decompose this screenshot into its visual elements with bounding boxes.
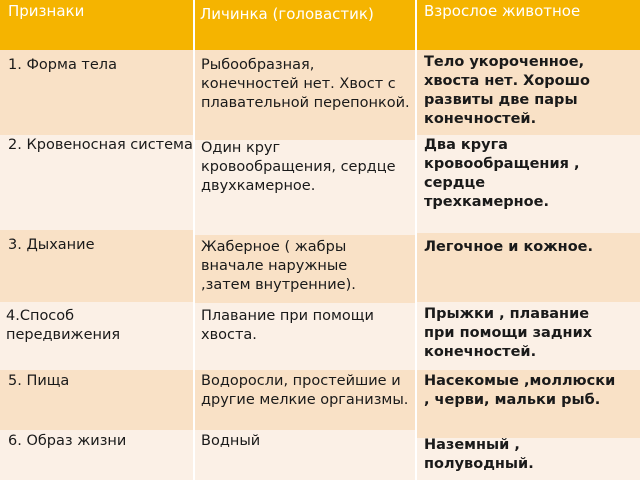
row-2-larva: Один круг кровообращения, сердце двухкамерное. (201, 140, 396, 194)
header-larva: Личинка (головастик) (200, 5, 374, 23)
header-features: Признаки (8, 2, 85, 20)
row-5-larva: Водоросли, простейшие и другие мелкие организмы. (201, 373, 409, 408)
table-row (0, 370, 195, 430)
table-row-adult-band (417, 438, 640, 480)
header-adult: Взрослое животное (424, 2, 581, 20)
row-3-larva: Жаберное ( жабры вначале наружные ,затем внутренние). (201, 239, 356, 293)
table-row-adult-band (417, 233, 640, 302)
row-1-larva: Рыбообразная, конечностей нет. Хвост с плавательной перепонкой. (201, 57, 410, 111)
table-row-larva-band (195, 370, 415, 430)
row-1-feature: 1. Форма тела (8, 57, 117, 73)
table-row-larva-band (195, 235, 415, 303)
table-row-adult-band (417, 135, 640, 233)
row-5-feature: 5. Пища (8, 373, 70, 389)
row-1-adult: Тело укороченное, хвоста нет. Хорошо развиты две пары конечностей. (424, 54, 590, 127)
row-3-feature: 3. Дыхание (8, 237, 95, 253)
row-5-adult: Насекомые ,моллюски , черви, мальки рыб. (424, 373, 616, 408)
row-3-adult: Легочное и кожное. (424, 239, 593, 255)
row-2-adult: Два круга кровообращения , сердце трехкамерное. (424, 137, 580, 210)
table-row-larva-band (195, 50, 415, 140)
column-divider (193, 0, 195, 480)
row-4-feature: 4.Способ передвижения (6, 308, 121, 343)
row-4-larva: Плавание при помощи хвоста. (201, 308, 374, 343)
table-row-larva-band (195, 303, 415, 370)
row-6-feature: 6. Образ жизни (8, 433, 127, 449)
table-row (0, 230, 195, 302)
row-4-adult: Прыжки , плавание при помощи задних конечностей. (424, 306, 593, 360)
row-6-larva: Водный (201, 433, 261, 449)
column-divider (415, 0, 417, 480)
table-row (0, 430, 195, 480)
table-row (0, 302, 195, 370)
table-row-larva-band (195, 430, 415, 480)
table-header-row (0, 0, 640, 50)
table-row-larva-band (195, 140, 415, 235)
table-row-adult-band (417, 50, 640, 135)
table-row-adult-band (417, 302, 640, 370)
table-row-adult-band (417, 370, 640, 438)
row-2-feature: 2. Кровеносная система (8, 137, 193, 153)
row-6-adult: Наземный , полуводный. (424, 437, 534, 472)
table-row (0, 135, 195, 230)
